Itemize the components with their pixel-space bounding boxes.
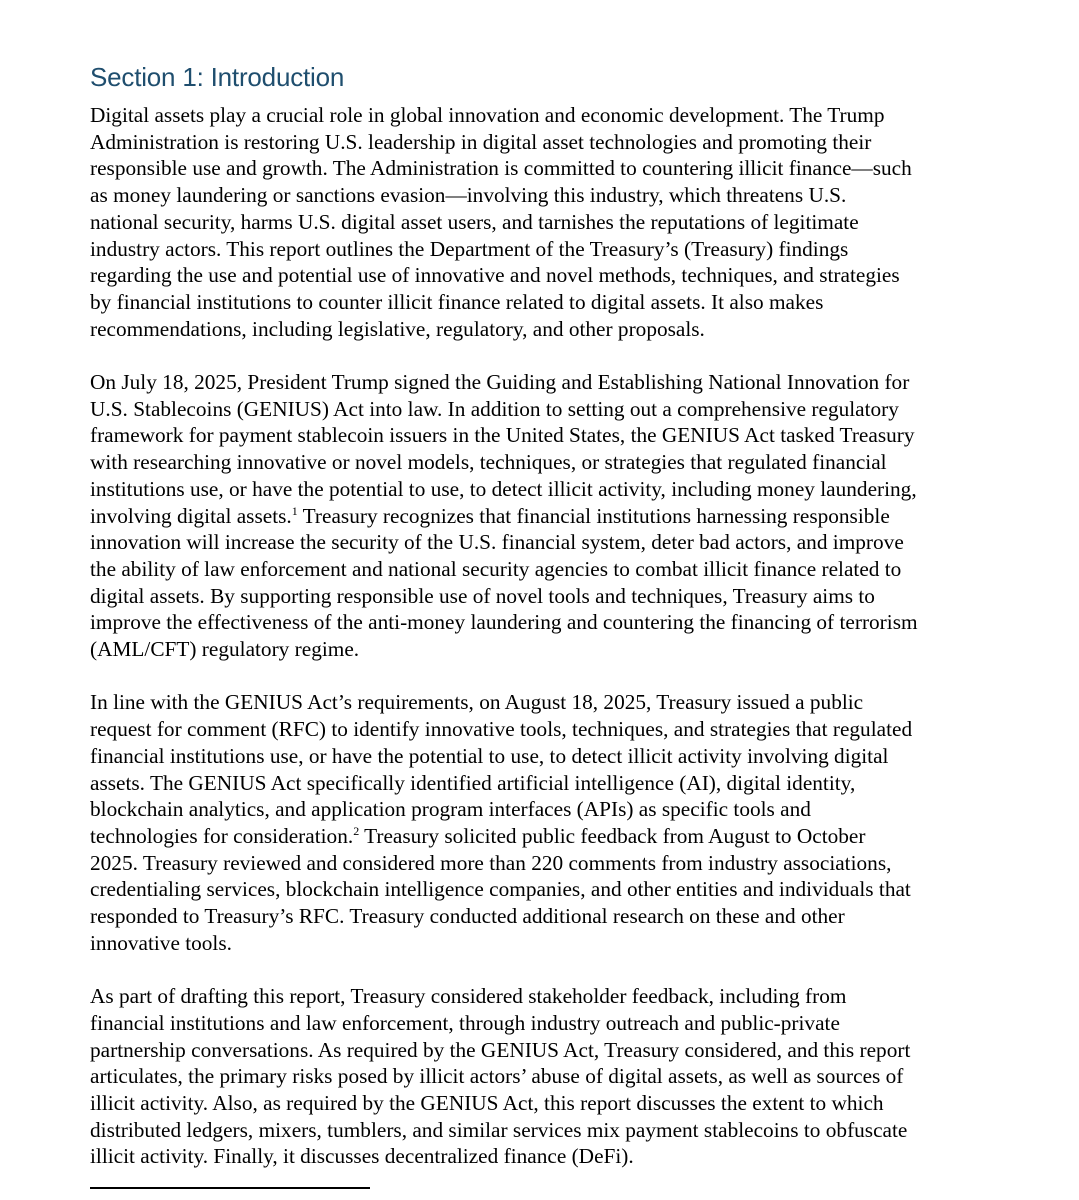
text-line: articulates, the primary risks posed by illicit actors’ abuse of digital assets, as well as sources of — [90, 1064, 904, 1089]
document-page — [90, 60, 1050, 1197]
text-line: illicit activity. Finally, it discusses decentralized finance (DeFi). — [90, 1144, 634, 1169]
text-line: recommendations, including legislative, regulatory, and other proposals. — [90, 316, 705, 341]
text-line: 2025. Treasury reviewed and considered more than 220 comments from industry associations, — [90, 850, 892, 875]
paragraph-drafting — [90, 983, 1050, 1170]
text-line: institutions use, or have the potential to use, to detect illicit activity, including money laundering, — [90, 476, 917, 501]
text-line: framework for payment stablecoin issuers in the United States, the GENIUS Act tasked Treasury — [90, 423, 915, 448]
paragraph-genius-act — [90, 369, 1050, 663]
text-line: innovative tools. — [90, 930, 232, 955]
text-line: industry actors. This report outlines the Department of the Treasury’s (Treasury) findings — [90, 236, 849, 261]
text-line: (AML/CFT) regulatory regime. — [90, 637, 360, 662]
text-line: financial institutions use, or have the potential to use, to detect illicit activity involving digital — [90, 743, 889, 768]
text-line: U.S. Stablecoins (GENIUS) Act into law. In addition to setting out a comprehensive regulatory — [90, 396, 899, 421]
text-line: In line with the GENIUS Act’s requirements, on August 18, 2025, Treasury issued a public — [90, 690, 864, 715]
text-line: by financial institutions to counter illicit finance related to digital assets. It also makes — [90, 289, 824, 314]
footnote-reference-1[interactable]: 1 — [291, 503, 298, 518]
text-line: partnership conversations. As required by the GENIUS Act, Treasury considered, and this report — [90, 1037, 911, 1062]
text-fragment: involving digital assets. — [90, 503, 292, 528]
text-fragment: technologies for consideration. — [90, 823, 354, 848]
text-line: digital assets. By supporting responsible use of novel tools and techniques, Treasury aims to — [90, 583, 875, 608]
text-line: blockchain analytics, and application program interfaces (APIs) as specific tools and — [90, 797, 811, 822]
text-line-with-footnote — [90, 823, 1050, 850]
text-line: responded to Treasury’s RFC. Treasury conducted additional research on these and other — [90, 904, 845, 929]
text-line: On July 18, 2025, President Trump signed the Guiding and Establishing National Innovation for — [90, 370, 910, 395]
text-line: regarding the use and potential use of innovative and novel methods, techniques, and strategies — [90, 263, 900, 288]
text-line: Digital assets play a crucial role in global innovation and economic development. The Trump — [90, 103, 885, 127]
text-line: national security, harms U.S. digital asset users, and tarnishes the reputations of legitimate — [90, 209, 859, 234]
paragraph-introduction — [90, 102, 1050, 342]
text-line: illicit activity. Also, as required by the GENIUS Act, this report discusses the extent to which — [90, 1090, 884, 1115]
text-fragment: Treasury recognizes that financial institutions harnessing responsible — [297, 503, 890, 528]
text-line: assets. The GENIUS Act specifically identified artificial intelligence (AI), digital identity, — [90, 770, 856, 795]
text-fragment: Treasury solicited public feedback from August to October — [359, 823, 866, 848]
section-title: Section 1: Introduction — [90, 62, 345, 92]
text-line: improve the effectiveness of the anti-money laundering and countering the financing of terrorism — [90, 610, 918, 635]
text-line: the ability of law enforcement and national security agencies to combat illicit finance related to — [90, 556, 902, 581]
text-line: responsible use and growth. The Administration is committed to countering illicit finance—such — [90, 156, 912, 181]
text-line: innovation will increase the security of the U.S. financial system, deter bad actors, and improve — [90, 530, 904, 555]
text-line: as money laundering or sanctions evasion—involving this industry, which threatens U.S. — [90, 183, 847, 208]
text-line: request for comment (RFC) to identify innovative tools, techniques, and strategies that regulated — [90, 717, 913, 742]
text-line: with researching innovative or novel models, techniques, or strategies that regulated financial — [90, 450, 887, 475]
text-line: Administration is restoring U.S. leadership in digital asset technologies and promoting their — [90, 129, 872, 154]
paragraph-rfc — [90, 689, 1050, 956]
text-line: financial institutions and law enforcement, through industry outreach and public-private — [90, 1010, 840, 1035]
text-line-with-footnote — [90, 503, 1050, 530]
footnote-separator — [90, 1187, 370, 1189]
footnote-reference-2[interactable]: 2 — [353, 823, 360, 838]
text-line: credentialing services, blockchain intelligence companies, and other entities and individuals that — [90, 877, 911, 902]
text-line: distributed ledgers, mixers, tumblers, and similar services mix payment stablecoins to obfuscate — [90, 1117, 908, 1142]
text-line: As part of drafting this report, Treasury considered stakeholder feedback, including from — [90, 984, 847, 1009]
